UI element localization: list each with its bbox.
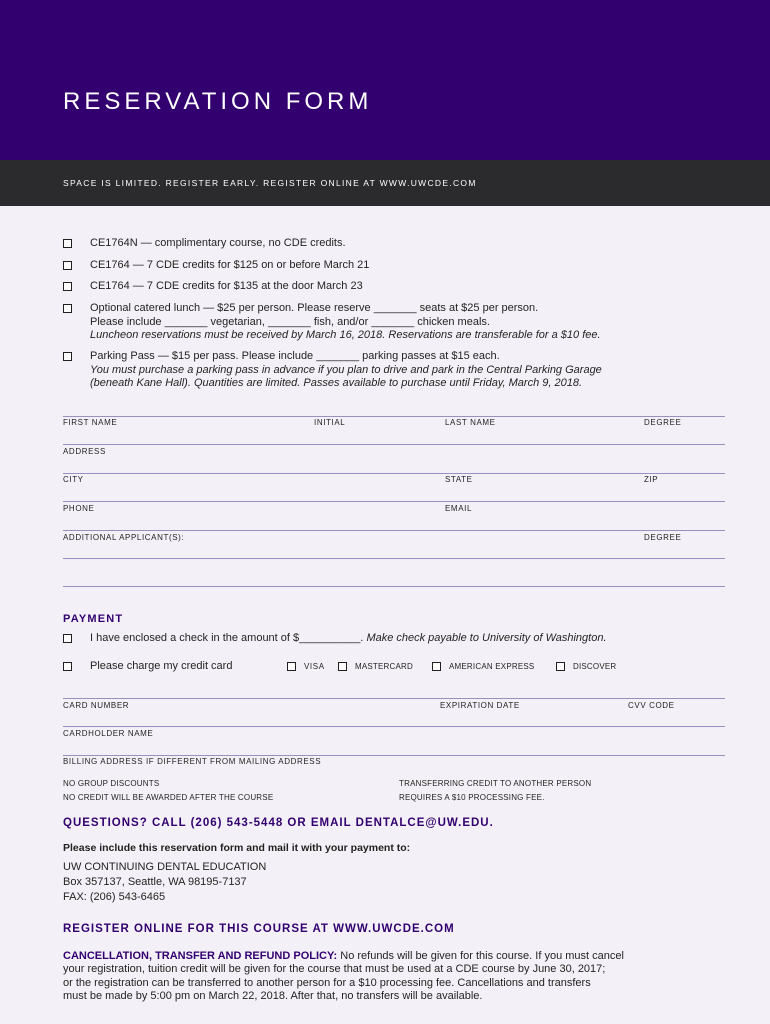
address-field[interactable]: ADDRESS bbox=[63, 447, 106, 456]
mailing-address bbox=[63, 860, 266, 905]
discover-label: DISCOVER bbox=[573, 662, 617, 671]
parking-note: You must purchase a parking pass in advance if you plan to drive and park in the Central Parking Garage bbox=[90, 363, 602, 376]
payment-heading: PAYMENT bbox=[63, 613, 124, 625]
degree-field[interactable]: DEGREE bbox=[644, 418, 682, 427]
checkbox-ce1764-early[interactable] bbox=[63, 261, 72, 270]
zip-field[interactable]: ZIP bbox=[644, 475, 659, 484]
billing-address-field[interactable]: BILLING ADDRESS IF DIFFERENT FROM MAILING ADDRESS bbox=[63, 757, 322, 766]
divider bbox=[63, 530, 725, 531]
info-band-text: SPACE IS LIMITED. REGISTER EARLY. REGISTER ONLINE AT WWW.UWCDE.COM bbox=[63, 178, 477, 188]
option-label: CE1764 — 7 CDE credits for $135 at the door March 23 bbox=[90, 280, 363, 292]
register-online-link[interactable]: REGISTER ONLINE FOR THIS COURSE AT WWW.UWCDE.COM bbox=[63, 923, 455, 935]
divider bbox=[63, 473, 725, 474]
info-band bbox=[0, 160, 770, 206]
checkbox-american-express[interactable] bbox=[432, 662, 441, 671]
lunch-text: Optional catered lunch — $25 per person. Please reserve _______ seats at $25 per person. bbox=[90, 302, 539, 314]
header-banner bbox=[0, 0, 770, 160]
divider bbox=[63, 444, 725, 445]
option-label: CE1764N — complimentary course, no CDE credits. bbox=[90, 237, 346, 249]
form-title: RESERVATION FORM bbox=[63, 88, 373, 115]
divider bbox=[63, 586, 725, 587]
mail-instruction: Please include this reservation form and mail it with your payment to: bbox=[63, 842, 411, 854]
divider bbox=[63, 726, 725, 727]
policy-heading: CANCELLATION, TRANSFER AND REFUND POLICY: bbox=[63, 950, 338, 962]
checkbox-discover[interactable] bbox=[556, 662, 565, 671]
expiration-date-field[interactable]: EXPIRATION DATE bbox=[440, 701, 520, 710]
refund-policy bbox=[63, 950, 753, 1003]
email-field[interactable]: EMAIL bbox=[445, 504, 473, 513]
checkbox-lunch[interactable] bbox=[63, 304, 72, 313]
policy-line-4: must be made by 5:00 pm on March 22, 2018. After that, no transfers will be available. bbox=[63, 989, 483, 1002]
phone-field[interactable]: PHONE bbox=[63, 504, 95, 513]
checkbox-ce1764-door[interactable] bbox=[63, 282, 72, 291]
divider bbox=[63, 698, 725, 699]
checkbox-visa[interactable] bbox=[287, 662, 296, 671]
notes-right bbox=[399, 777, 591, 805]
visa-label: VISA bbox=[304, 662, 325, 671]
divider bbox=[63, 501, 725, 502]
questions-contact: QUESTIONS? CALL (206) 543-5448 OR EMAIL DENTALCE@UW.EDU. bbox=[63, 817, 494, 829]
policy-line-2: your registration, tuition credit will be given for the course that must be used at a CDE course by June 30, 2017; bbox=[63, 963, 606, 976]
note-processing-fee: REQUIRES A $10 PROCESSING FEE. bbox=[399, 793, 545, 802]
last-name-field[interactable]: LAST NAME bbox=[445, 418, 496, 427]
divider bbox=[63, 558, 725, 559]
notes-left bbox=[63, 777, 273, 805]
first-name-field[interactable]: FIRST NAME bbox=[63, 418, 118, 427]
initial-field[interactable]: INITIAL bbox=[314, 418, 346, 427]
state-field[interactable]: STATE bbox=[445, 475, 473, 484]
mastercard-label: MASTERCARD bbox=[355, 662, 414, 671]
check-text: I have enclosed a check in the amount of $__________. bbox=[90, 632, 367, 644]
lunch-note: Luncheon reservations must be received by March 16, 2018. Reservations are transferable for a $10 fee. bbox=[90, 329, 601, 341]
policy-line-3: or the registration can be transferred to another person for a $10 processing fee. Cancellations and transfers bbox=[63, 976, 591, 989]
additional-applicants-field[interactable]: ADDITIONAL APPLICANT(S): bbox=[63, 533, 185, 542]
checkbox-credit-card[interactable] bbox=[63, 662, 72, 671]
note-no-credit: NO CREDIT WILL BE AWARDED AFTER THE COURSE bbox=[63, 793, 274, 802]
additional-degree-field[interactable]: DEGREE bbox=[644, 533, 682, 542]
card-number-field[interactable]: CARD NUMBER bbox=[63, 701, 130, 710]
checkbox-parking[interactable] bbox=[63, 352, 72, 361]
checkbox-mastercard[interactable] bbox=[338, 662, 347, 671]
check-payable-note: Make check payable to University of Washington. bbox=[366, 632, 607, 644]
option-label: CE1764 — 7 CDE credits for $125 on or before March 21 bbox=[90, 259, 370, 271]
note-transfer-credit: TRANSFERRING CREDIT TO ANOTHER PERSON bbox=[399, 779, 592, 788]
city-field[interactable]: CITY bbox=[63, 475, 84, 484]
mail-fax: FAX: (206) 543-6465 bbox=[63, 891, 166, 903]
cvv-code-field[interactable]: CVV CODE bbox=[628, 701, 675, 710]
checkbox-check[interactable] bbox=[63, 634, 72, 643]
note-no-group-discounts: NO GROUP DISCOUNTS bbox=[63, 779, 160, 788]
credit-card-text: Please charge my credit card bbox=[90, 660, 233, 672]
american-express-label: AMERICAN EXPRESS bbox=[449, 662, 535, 671]
checkbox-ce1764n[interactable] bbox=[63, 239, 72, 248]
lunch-meals-text: Please include _______ vegetarian, _______ fish, and/or _______ chicken meals. bbox=[90, 315, 490, 328]
divider bbox=[63, 416, 725, 417]
mail-org: UW CONTINUING DENTAL EDUCATION bbox=[63, 861, 267, 873]
policy-line-1: No refunds will be given for this course. If you must cancel bbox=[337, 950, 624, 962]
cardholder-name-field[interactable]: CARDHOLDER NAME bbox=[63, 729, 154, 738]
divider bbox=[63, 755, 725, 756]
mail-box: Box 357137, Seattle, WA 98195-7137 bbox=[63, 876, 247, 888]
parking-note-2: (beneath Kane Hall). Quantities are limited. Passes available to purchase until Friday, March 9, 2018. bbox=[90, 377, 582, 389]
parking-text: Parking Pass — $15 per pass. Please include _______ parking passes at $15 each. bbox=[90, 350, 500, 362]
